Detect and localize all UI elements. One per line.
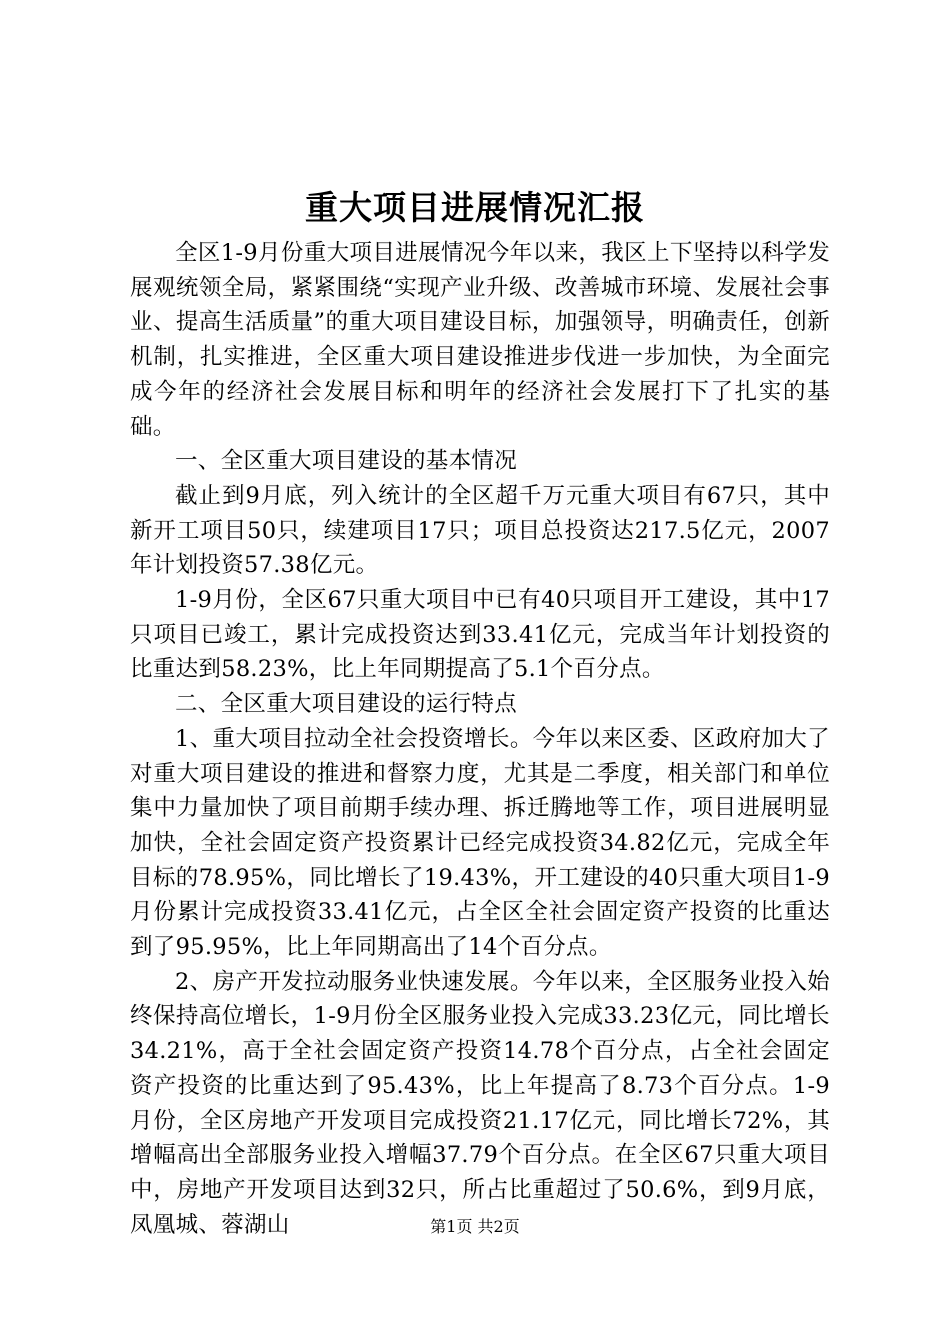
paragraph-progress: 1-9月份，全区67只重大项目中已有40只项目开工建设，其中17只项目已竣工，累计完成投资达到33.41亿元，完成当年计划投资的比重达到58.23%，比上年同期提高了5.1个百分点。 (130, 587, 830, 683)
page-footer: 第1页 共2页 (430, 1217, 520, 1236)
document-body (130, 236, 830, 1242)
paragraph-investment-growth: 1、重大项目拉动全社会投资增长。今年以来区委、区政府加大了对重大项目建设的推进和督察力度，尤其是二季度，相关部门和单位集中力量加快了项目前期手续办理、拆迁腾地等工作，项目进展明显加快，全社会固定资产投资累计已经完成投资34.82亿元，完成全年目标的78.95%，同比增长了19.43%，开工建设的40只重大项目1-9月份累计完成投资33.41亿元，占全区全社会固定资产投资的比重达到了95.95%，比上年同期高出了14个百分点。 (130, 725, 830, 961)
section-heading-1: 一、全区重大项目建设的基本情况 (175, 448, 518, 475)
paragraph-real-estate: 2、房产开发拉动服务业快速发展。今年以来，全区服务业投入始终保持高位增长，1-9月份全区服务业投入完成33.23亿元，同比增长34.21%，高于全社会固定资产投资14.78个百分点，占全社会固定资产投资的比重达到了95.43%，比上年提高了8.73个百分点。1-9月份，全区房地产开发项目完成投资21.17亿元，同比增长72%，其增幅高出全部服务业投入增幅37.79个百分点。在全区67只重大项目中，房地产开发项目达到32只，所占比重超过了50.6%，到9月底，凤凰城、蓉湖山 (130, 968, 830, 1238)
section-heading-2: 二、全区重大项目建设的运行特点 (175, 691, 518, 718)
paragraph-intro: 全区1-9月份重大项目进展情况今年以来，我区上下坚持以科学发展观统领全局，紧紧围绕“实现产业升级、改善城市环境、发展社会事业、提高生活质量”的重大项目建设目标，加强领导，明确责任，创新机制，扎实推进，全区重大项目建设推进步伐进一步加快，为全面完成今年的经济社会发展目标和明年的经济社会发展打下了扎实的基础。 (130, 240, 830, 440)
document-title: 重大项目进展情况汇报 (305, 188, 645, 227)
paragraph-project-count: 截止到9月底，列入统计的全区超千万元重大项目有67只，其中新开工项目50只，续建项目17只；项目总投资达217.5亿元，2007年计划投资57.38亿元。 (130, 482, 830, 579)
